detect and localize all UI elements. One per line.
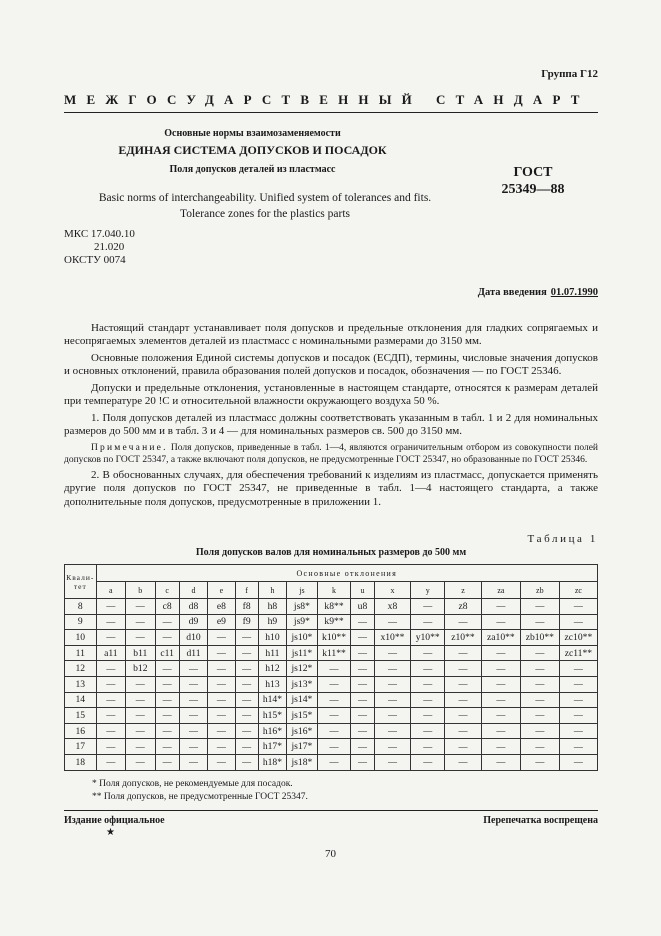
paragraph-3: Допуски и предельные отклонения, установленные в настоящем стандарте, относятся к размерам деталей при температуре 20 !С и относительной влажности окружающего воздуха 50 %. [64, 381, 598, 408]
column-header: k [317, 582, 351, 599]
table-cell: — [208, 708, 235, 724]
table-cell: — [481, 708, 520, 724]
table-cell: — [559, 723, 597, 739]
table-cell: h11 [258, 645, 286, 661]
okstu-code: ОКСТУ 0074 [64, 254, 126, 266]
title-line-1: Основные нормы взаимозаменяемости [164, 128, 341, 139]
table-cell: — [96, 630, 125, 646]
table-cell: — [96, 723, 125, 739]
table-cell: h10 [258, 630, 286, 646]
table-cell: — [351, 630, 374, 646]
column-header: u [351, 582, 374, 599]
table-cell: js9* [287, 614, 318, 630]
table-cell: — [481, 614, 520, 630]
table-cell: — [520, 614, 559, 630]
table-cell: d8 [179, 599, 207, 615]
table-cell: — [559, 599, 597, 615]
table-cell: — [179, 708, 207, 724]
table-cell: — [481, 739, 520, 755]
table-row [65, 676, 598, 692]
table-cell: — [235, 708, 258, 724]
qualitet-cell: 18 [65, 754, 97, 770]
table-cell: — [351, 692, 374, 708]
page-number: 70 [325, 848, 336, 860]
qualitet-cell: 12 [65, 661, 97, 677]
english-title-1: Basic norms of interchangeability. Unified system of tolerances and fits. [98, 192, 432, 204]
table-cell: — [235, 676, 258, 692]
table-cell: — [445, 754, 482, 770]
title-line-2: ЕДИНАЯ СИСТЕМА ДОПУСКОВ И ПОСАДОК [118, 143, 387, 157]
table-cell: — [126, 676, 155, 692]
gost-code: 25349—88 [501, 182, 565, 197]
table-cell: h15* [258, 708, 286, 724]
table-cell: — [179, 739, 207, 755]
table-cell: — [445, 692, 482, 708]
table-cell: js10* [287, 630, 318, 646]
official-edition: Издание официальное [64, 815, 165, 826]
table-cell: f9 [235, 614, 258, 630]
table-cell: — [481, 676, 520, 692]
star-icon: ★ [106, 827, 115, 838]
table-cell: c11 [155, 645, 179, 661]
table-cell: — [351, 754, 374, 770]
table-cell: h17* [258, 739, 286, 755]
table-cell: u8 [351, 599, 374, 615]
table-cell: — [351, 645, 374, 661]
table-cell: — [520, 645, 559, 661]
table-cell: — [559, 754, 597, 770]
table-cell: — [351, 676, 374, 692]
gost-label: ГОСТ [513, 165, 553, 180]
table-cell: — [317, 739, 351, 755]
table-cell: x8 [374, 599, 411, 615]
table-cell: — [481, 661, 520, 677]
table-cell: — [411, 614, 445, 630]
qualitet-cell: 11 [65, 645, 97, 661]
table-cell: — [411, 708, 445, 724]
table-cell: k11** [317, 645, 351, 661]
table-body [65, 599, 598, 771]
table-cell: d10 [179, 630, 207, 646]
table-cell: k8** [317, 599, 351, 615]
mks-code-1: МКС 17.040.10 [64, 228, 135, 240]
footer-rule [64, 810, 598, 811]
table-cell: f8 [235, 599, 258, 615]
table-cell: — [481, 599, 520, 615]
table-cell: z8 [445, 599, 482, 615]
qualitet-cell: 17 [65, 739, 97, 755]
table-cell: — [317, 708, 351, 724]
table-cell: — [155, 692, 179, 708]
table-cell: d9 [179, 614, 207, 630]
english-title-2: Tolerance zones for the plastics parts [179, 208, 351, 220]
table-cell: js12* [287, 661, 318, 677]
group-label: Группа Г12 [541, 68, 598, 80]
column-header: x [374, 582, 411, 599]
table-cell: — [96, 661, 125, 677]
table-cell: — [559, 661, 597, 677]
table-cell: — [179, 754, 207, 770]
footnote-2: ** Поля допусков, не предусмотренные ГОСТ 25347. [92, 792, 308, 802]
column-header: e [208, 582, 235, 599]
table-cell: — [96, 739, 125, 755]
column-header: c [155, 582, 179, 599]
banner-left: МЕЖГОСУДАРСТВЕННЫЙ [64, 92, 422, 107]
table-cell: x10** [374, 630, 411, 646]
table-cell: — [155, 708, 179, 724]
table-cell: — [179, 723, 207, 739]
qualitet-header-1: Квали- [66, 572, 95, 582]
column-header: js [287, 582, 318, 599]
table-cell: zc10** [559, 630, 597, 646]
table-cell: js8* [287, 599, 318, 615]
table-cell: — [317, 692, 351, 708]
column-header: d [179, 582, 207, 599]
table-cell: — [235, 754, 258, 770]
table-cell: — [411, 754, 445, 770]
classification-codes [64, 228, 135, 267]
table-cell: — [411, 692, 445, 708]
table-cell: — [374, 739, 411, 755]
paragraph-1: Настоящий стандарт устанавливает поля допусков и предельные отклонения для гладких сопрягаемых и несопрягаемых элементов деталей из пластмасс с номинальными размерами до 3150 мм. [64, 322, 598, 348]
table-cell: — [208, 661, 235, 677]
table-cell: — [208, 723, 235, 739]
table-cell: — [155, 754, 179, 770]
qualitet-cell: 14 [65, 692, 97, 708]
tolerance-table [64, 564, 598, 771]
table-cell: — [96, 692, 125, 708]
table-cell: — [445, 723, 482, 739]
table-cell: — [179, 661, 207, 677]
table-cell: — [559, 692, 597, 708]
table-footnotes [92, 778, 308, 804]
table-cell: — [520, 599, 559, 615]
table-cell: — [208, 676, 235, 692]
table-cell: — [317, 676, 351, 692]
column-header: h [258, 582, 286, 599]
body-text [64, 322, 598, 512]
column-header: f [235, 582, 258, 599]
reprint-prohibited: Перепечатка воспрещена [483, 815, 598, 826]
gost-number [493, 164, 573, 198]
table-cell: — [374, 692, 411, 708]
introduction-date [478, 287, 598, 298]
column-header: zb [520, 582, 559, 599]
column-header: y [411, 582, 445, 599]
table-cell: — [155, 723, 179, 739]
table-cell: — [126, 692, 155, 708]
table-cell: — [126, 630, 155, 646]
table-cell: — [155, 739, 179, 755]
table-cell: — [126, 739, 155, 755]
note-label: Примечание. [91, 442, 168, 453]
table-cell: — [411, 739, 445, 755]
table-cell: — [235, 739, 258, 755]
table-cell: — [208, 692, 235, 708]
table-cell: js18* [287, 754, 318, 770]
date-value: 01.07.1990 [550, 287, 598, 298]
table-cell: — [374, 723, 411, 739]
table-cell: — [374, 614, 411, 630]
table-cell: — [155, 676, 179, 692]
table-cell: — [317, 723, 351, 739]
table-row [65, 723, 598, 739]
table-cell: js17* [287, 739, 318, 755]
column-header: za [481, 582, 520, 599]
footnote-1: * Поля допусков, не рекомендуемые для посадок. [92, 779, 293, 789]
qualitet-cell: 10 [65, 630, 97, 646]
table-cell: — [351, 614, 374, 630]
table-cell: — [411, 676, 445, 692]
table-cell: h14* [258, 692, 286, 708]
table-cell: h18* [258, 754, 286, 770]
qualitet-cell: 13 [65, 676, 97, 692]
table-cell: e8 [208, 599, 235, 615]
deviations-header: Основные отклонения [96, 565, 597, 582]
table-cell: — [411, 599, 445, 615]
table-cell: za10** [481, 630, 520, 646]
table-cell: js16* [287, 723, 318, 739]
table-cell: — [559, 739, 597, 755]
table-cell: — [520, 754, 559, 770]
table-cell: — [351, 661, 374, 677]
table-cell: d11 [179, 645, 207, 661]
table-cell: js11* [287, 645, 318, 661]
table-cell: — [317, 661, 351, 677]
table-cell: — [445, 739, 482, 755]
table-cell: — [445, 708, 482, 724]
table-cell: h13 [258, 676, 286, 692]
mks-code-2: 21.020 [94, 241, 125, 253]
table-cell: h16* [258, 723, 286, 739]
table-cell: — [96, 614, 125, 630]
table-cell: — [155, 661, 179, 677]
column-header: z [445, 582, 482, 599]
table-cell: — [520, 661, 559, 677]
table-cell: — [96, 754, 125, 770]
table-cell: — [96, 708, 125, 724]
note-paragraph [64, 442, 598, 466]
column-header: b [126, 582, 155, 599]
table-cell: — [559, 676, 597, 692]
table-cell: — [481, 723, 520, 739]
table-cell: js13* [287, 676, 318, 692]
table-cell: b12 [126, 661, 155, 677]
table-label: Таблица 1 [527, 533, 598, 545]
table-row [65, 599, 598, 615]
table-row [65, 754, 598, 770]
table-cell: — [481, 754, 520, 770]
table-cell: — [208, 645, 235, 661]
table-cell: — [317, 754, 351, 770]
table-cell: — [559, 614, 597, 630]
table-cell: z10** [445, 630, 482, 646]
table-cell: — [351, 739, 374, 755]
paragraph-5: 2. В обоснованных случаях, для обеспечения требований к изделиям из пластмасс, допускается применять другие поля допусков по ГОСТ 25347, не приведенные в табл. 1—4 настоящего стандарта, а также дополнительные поля допусков, предусмотренные в приложении 1. [64, 469, 598, 508]
table-cell: — [374, 645, 411, 661]
table-cell: — [445, 676, 482, 692]
table-cell: — [481, 692, 520, 708]
table-cell: — [481, 645, 520, 661]
table-cell: — [208, 739, 235, 755]
column-header: zc [559, 582, 597, 599]
table-cell: h9 [258, 614, 286, 630]
table-cell: e9 [208, 614, 235, 630]
table-cell: — [155, 630, 179, 646]
table-cell: — [208, 754, 235, 770]
table-cell: — [96, 599, 125, 615]
table-cell: js14* [287, 692, 318, 708]
table-cell: — [445, 661, 482, 677]
table-cell: zb10** [520, 630, 559, 646]
standard-banner [64, 92, 598, 108]
table-cell: — [179, 692, 207, 708]
table-row [65, 708, 598, 724]
table-cell: — [374, 661, 411, 677]
table-row [65, 614, 598, 630]
table-cell: — [520, 723, 559, 739]
title-line-3: Поля допусков деталей из пластмасс [169, 164, 336, 175]
table-cell: — [411, 723, 445, 739]
table-cell: — [351, 708, 374, 724]
table-cell: — [235, 645, 258, 661]
table-cell: h8 [258, 599, 286, 615]
table-cell: — [126, 754, 155, 770]
table-row [65, 661, 598, 677]
table-caption: Поля допусков валов для номинальных размеров до 500 мм [195, 547, 467, 558]
qualitet-header [65, 565, 97, 599]
table-cell: — [411, 661, 445, 677]
qualitet-cell: 9 [65, 614, 97, 630]
table-cell: — [520, 676, 559, 692]
qualitet-cell: 15 [65, 708, 97, 724]
table-cell: y10** [411, 630, 445, 646]
table-row [65, 630, 598, 646]
table-cell: — [520, 739, 559, 755]
table-cell: k9** [317, 614, 351, 630]
table-cell: b11 [126, 645, 155, 661]
table-header-row [65, 565, 598, 582]
table-cell: — [126, 723, 155, 739]
banner-right: СТАНДАРТ [436, 92, 590, 107]
table-row [65, 645, 598, 661]
qualitet-header-2: тет [73, 581, 87, 591]
table-cell: — [126, 614, 155, 630]
table-cell: — [411, 645, 445, 661]
table-cell: — [374, 754, 411, 770]
column-header-row [65, 582, 598, 599]
table-cell: — [235, 723, 258, 739]
table-cell: k10** [317, 630, 351, 646]
table-cell: — [179, 676, 207, 692]
table-cell: — [155, 614, 179, 630]
table-cell: — [235, 630, 258, 646]
table-cell: js15* [287, 708, 318, 724]
table-cell: — [520, 708, 559, 724]
qualitet-cell: 16 [65, 723, 97, 739]
table-cell: — [208, 630, 235, 646]
table-row [65, 692, 598, 708]
table-cell: — [126, 599, 155, 615]
table-cell: — [235, 661, 258, 677]
paragraph-2: Основные положения Единой системы допусков и посадок (ЕСДП), термины, числовые значения допусков и основных отклонений, правила образования полей допусков и посадок, обозначения — по ГОСТ 25346. [64, 351, 598, 378]
table-cell: — [374, 676, 411, 692]
english-title [90, 190, 440, 222]
table-cell: — [235, 692, 258, 708]
column-header: a [96, 582, 125, 599]
table-cell: — [559, 708, 597, 724]
qualitet-cell: 8 [65, 599, 97, 615]
table-cell: — [96, 676, 125, 692]
date-label: Дата введения [477, 287, 547, 298]
paragraph-4: 1. Поля допусков деталей из пластмасс должны соответствовать указанным в табл. 1 и 2 для номинальных размеров до 500 мм и в табл. 3 и 4 — для номинальных размеров св. 500 до 3150 мм. [64, 411, 598, 437]
table-cell: h12 [258, 661, 286, 677]
table-row [65, 739, 598, 755]
table-cell: — [520, 692, 559, 708]
table-cell: c8 [155, 599, 179, 615]
table-cell: a11 [96, 645, 125, 661]
table-cell: — [445, 614, 482, 630]
table-cell: — [126, 708, 155, 724]
table-cell: — [351, 723, 374, 739]
note-text: Поля допусков, приведенные в табл. 1—4, являются ограничительным отбором из совокупности полей допусков по ГОСТ 25347, а также включают поля допусков, не предусмотренные ГОСТ 25347, но образованные по ГОСТ 25346. [64, 442, 598, 465]
table-cell: — [374, 708, 411, 724]
header-rule [64, 112, 598, 113]
table-cell: — [445, 645, 482, 661]
table-cell: zc11** [559, 645, 597, 661]
